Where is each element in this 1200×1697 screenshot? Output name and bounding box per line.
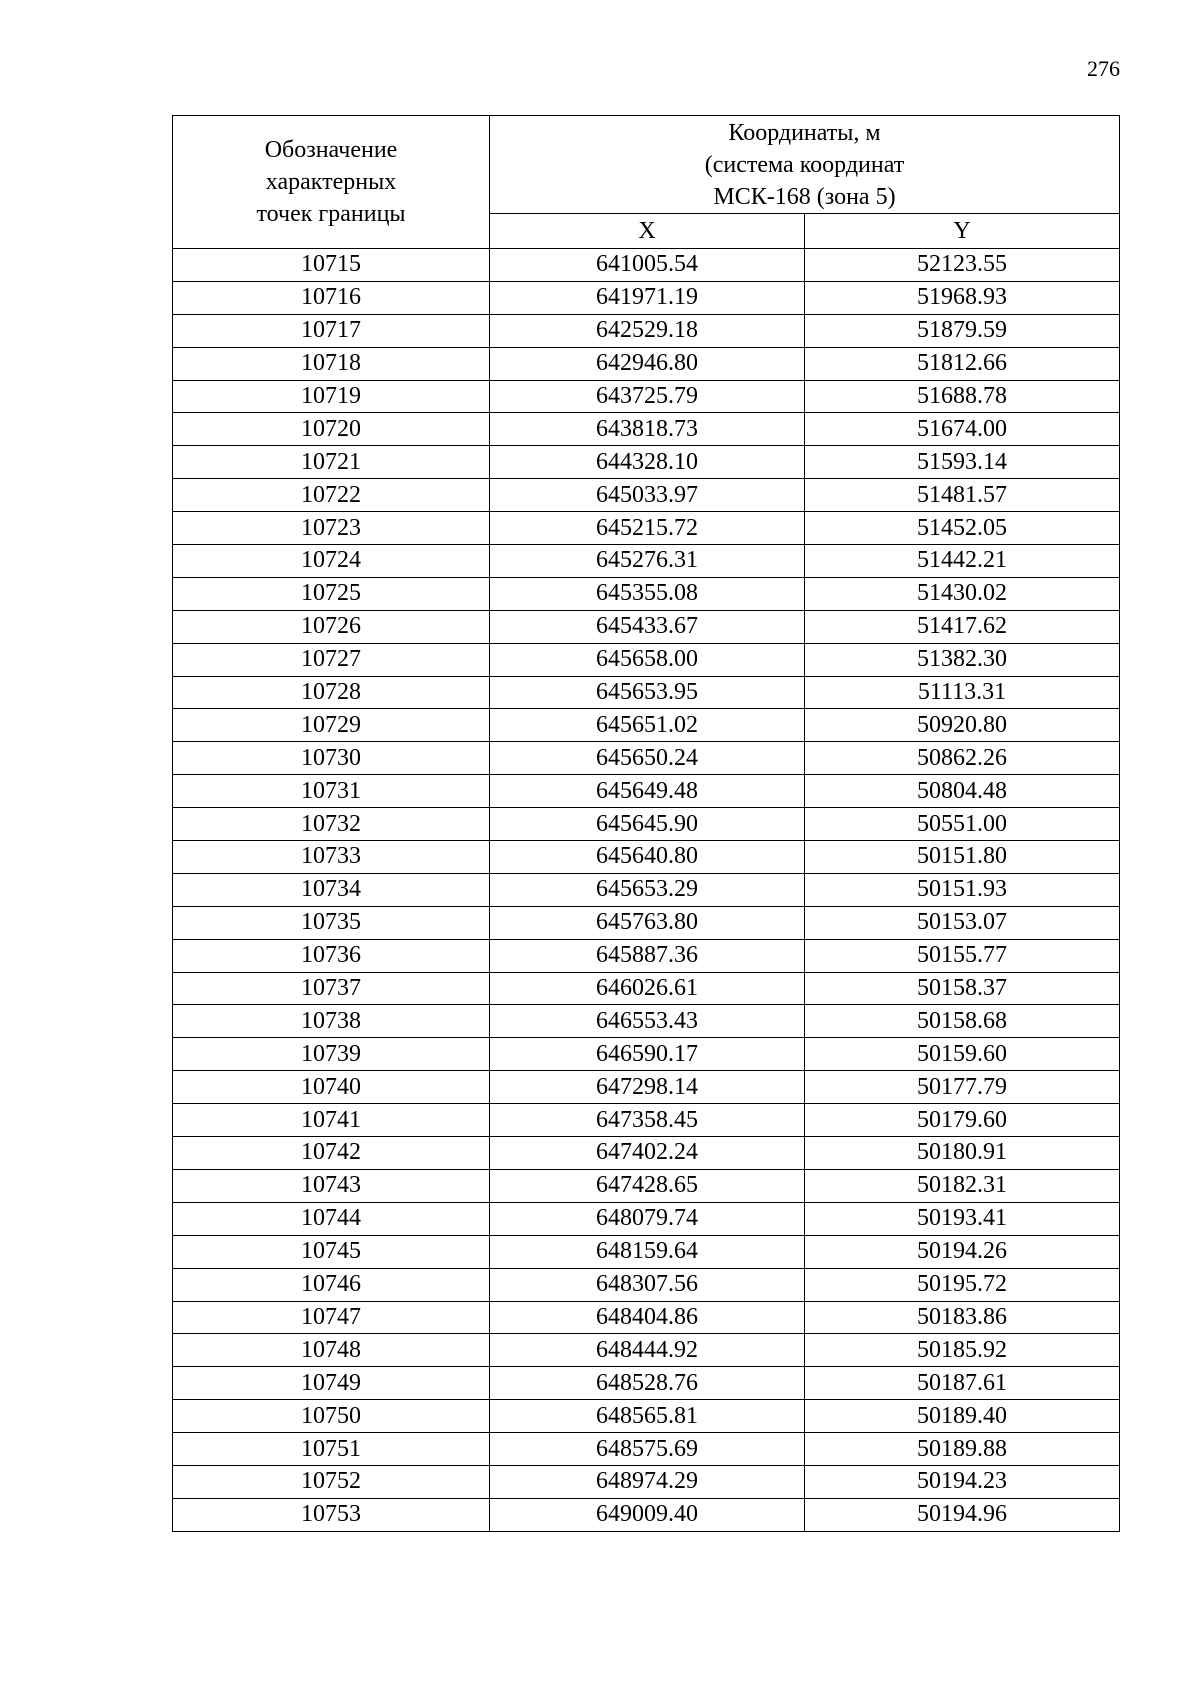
y-cell: 50920.80 — [805, 709, 1120, 742]
y-cell: 52123.55 — [805, 249, 1120, 282]
table-row — [173, 347, 1120, 380]
x-cell: 646590.17 — [490, 1038, 805, 1071]
point-cell: 10739 — [173, 1038, 490, 1071]
point-cell: 10735 — [173, 906, 490, 939]
header-coords-line: МСК-168 (зона 5) — [713, 183, 896, 210]
x-cell: 641005.54 — [490, 249, 805, 282]
x-cell: 645640.80 — [490, 841, 805, 874]
point-cell: 10749 — [173, 1367, 490, 1400]
y-cell: 50194.96 — [805, 1498, 1120, 1531]
y-cell: 50193.41 — [805, 1202, 1120, 1235]
point-cell: 10738 — [173, 1005, 490, 1038]
x-cell: 646026.61 — [490, 972, 805, 1005]
x-cell: 648565.81 — [490, 1400, 805, 1433]
y-cell: 51879.59 — [805, 314, 1120, 347]
x-cell: 643818.73 — [490, 413, 805, 446]
x-cell: 645215.72 — [490, 512, 805, 545]
point-cell: 10745 — [173, 1235, 490, 1268]
table-row — [173, 939, 1120, 972]
x-cell: 643725.79 — [490, 380, 805, 413]
y-cell: 50151.93 — [805, 873, 1120, 906]
table-row — [173, 1301, 1120, 1334]
y-cell: 50155.77 — [805, 939, 1120, 972]
point-cell: 10726 — [173, 610, 490, 643]
x-cell: 645887.36 — [490, 939, 805, 972]
y-cell: 50185.92 — [805, 1334, 1120, 1367]
x-cell: 642946.80 — [490, 347, 805, 380]
table-row — [173, 1137, 1120, 1170]
table-row — [173, 1071, 1120, 1104]
point-cell: 10748 — [173, 1334, 490, 1367]
table-row — [173, 1202, 1120, 1235]
table-row — [173, 709, 1120, 742]
point-cell: 10747 — [173, 1301, 490, 1334]
y-cell: 51430.02 — [805, 577, 1120, 610]
x-cell: 647402.24 — [490, 1137, 805, 1170]
point-cell: 10723 — [173, 512, 490, 545]
y-cell: 50804.48 — [805, 775, 1120, 808]
x-cell: 645433.67 — [490, 610, 805, 643]
table-row — [173, 1235, 1120, 1268]
table-row — [173, 676, 1120, 709]
x-cell: 642529.18 — [490, 314, 805, 347]
table-body — [173, 249, 1120, 1532]
y-cell: 51417.62 — [805, 610, 1120, 643]
point-cell: 10732 — [173, 808, 490, 841]
table-row — [173, 972, 1120, 1005]
y-cell: 51593.14 — [805, 446, 1120, 479]
table-row — [173, 281, 1120, 314]
point-cell: 10733 — [173, 841, 490, 874]
header-point-line: Обозначение — [264, 137, 398, 163]
header-point-line: точек границы — [256, 201, 406, 227]
x-cell: 645763.80 — [490, 906, 805, 939]
point-cell: 10740 — [173, 1071, 490, 1104]
table-header — [173, 116, 1120, 249]
y-cell: 51452.05 — [805, 512, 1120, 545]
y-cell: 50862.26 — [805, 742, 1120, 775]
x-cell: 645653.95 — [490, 676, 805, 709]
header-x: X — [490, 214, 805, 249]
y-cell: 50189.40 — [805, 1400, 1120, 1433]
x-cell: 647428.65 — [490, 1169, 805, 1202]
header-y: Y — [805, 214, 1120, 249]
x-cell: 644328.10 — [490, 446, 805, 479]
y-cell: 50158.68 — [805, 1005, 1120, 1038]
x-cell: 645653.29 — [490, 873, 805, 906]
point-cell: 10725 — [173, 577, 490, 610]
point-cell: 10728 — [173, 676, 490, 709]
table-row — [173, 512, 1120, 545]
table-row — [173, 775, 1120, 808]
table-row — [173, 545, 1120, 578]
x-cell: 647298.14 — [490, 1071, 805, 1104]
x-cell: 648404.86 — [490, 1301, 805, 1334]
table-row — [173, 577, 1120, 610]
table-row — [173, 808, 1120, 841]
point-cell: 10727 — [173, 643, 490, 676]
point-cell: 10715 — [173, 249, 490, 282]
table-row — [173, 1169, 1120, 1202]
y-cell: 50195.72 — [805, 1268, 1120, 1301]
table-row — [173, 249, 1120, 282]
point-cell: 10720 — [173, 413, 490, 446]
table-row — [173, 380, 1120, 413]
header-point-line: характерных — [265, 169, 397, 195]
x-cell: 648307.56 — [490, 1268, 805, 1301]
x-cell: 645645.90 — [490, 808, 805, 841]
y-cell: 50158.37 — [805, 972, 1120, 1005]
point-cell: 10730 — [173, 742, 490, 775]
table-row — [173, 314, 1120, 347]
y-cell: 50194.26 — [805, 1235, 1120, 1268]
y-cell: 50187.61 — [805, 1367, 1120, 1400]
point-cell: 10746 — [173, 1268, 490, 1301]
table-row — [173, 610, 1120, 643]
x-cell: 648575.69 — [490, 1433, 805, 1466]
table-row — [173, 1367, 1120, 1400]
page-number: 276 — [1087, 56, 1120, 81]
x-cell: 641971.19 — [490, 281, 805, 314]
table-row — [173, 1334, 1120, 1367]
y-cell: 50551.00 — [805, 808, 1120, 841]
table-row — [173, 1104, 1120, 1137]
header-coordinates — [490, 116, 1120, 214]
y-cell: 50151.80 — [805, 841, 1120, 874]
x-cell: 646553.43 — [490, 1005, 805, 1038]
point-cell: 10731 — [173, 775, 490, 808]
x-cell: 648159.64 — [490, 1235, 805, 1268]
x-cell: 648528.76 — [490, 1367, 805, 1400]
table-row — [173, 742, 1120, 775]
y-cell: 50153.07 — [805, 906, 1120, 939]
table-row — [173, 1268, 1120, 1301]
table-row — [173, 906, 1120, 939]
y-cell: 50182.31 — [805, 1169, 1120, 1202]
x-cell: 648444.92 — [490, 1334, 805, 1367]
header-coords-line: Координаты, м — [728, 119, 881, 146]
table-row — [173, 1400, 1120, 1433]
point-cell: 10753 — [173, 1498, 490, 1531]
point-cell: 10718 — [173, 347, 490, 380]
point-cell: 10741 — [173, 1104, 490, 1137]
table-row — [173, 643, 1120, 676]
x-cell: 645649.48 — [490, 775, 805, 808]
table-row — [173, 413, 1120, 446]
y-cell: 50180.91 — [805, 1137, 1120, 1170]
y-cell: 50194.23 — [805, 1465, 1120, 1498]
y-cell: 50189.88 — [805, 1433, 1120, 1466]
point-cell: 10742 — [173, 1137, 490, 1170]
y-cell: 51968.93 — [805, 281, 1120, 314]
y-cell: 50159.60 — [805, 1038, 1120, 1071]
point-cell: 10721 — [173, 446, 490, 479]
y-cell: 51674.00 — [805, 413, 1120, 446]
table-row — [173, 1465, 1120, 1498]
y-cell: 51812.66 — [805, 347, 1120, 380]
y-cell: 51113.31 — [805, 676, 1120, 709]
x-cell: 645355.08 — [490, 577, 805, 610]
x-cell: 645033.97 — [490, 479, 805, 512]
point-cell: 10719 — [173, 380, 490, 413]
point-cell: 10750 — [173, 1400, 490, 1433]
header-point-designation — [173, 116, 490, 249]
x-cell: 645276.31 — [490, 545, 805, 578]
point-cell: 10751 — [173, 1433, 490, 1466]
x-cell: 648079.74 — [490, 1202, 805, 1235]
table-row — [173, 1498, 1120, 1531]
point-cell: 10737 — [173, 972, 490, 1005]
point-cell: 10717 — [173, 314, 490, 347]
table-row — [173, 1433, 1120, 1466]
coordinates-table — [172, 115, 1120, 1532]
table-row — [173, 446, 1120, 479]
x-cell: 645650.24 — [490, 742, 805, 775]
point-cell: 10722 — [173, 479, 490, 512]
point-cell: 10724 — [173, 545, 490, 578]
x-cell: 645651.02 — [490, 709, 805, 742]
point-cell: 10752 — [173, 1465, 490, 1498]
point-cell: 10744 — [173, 1202, 490, 1235]
x-cell: 648974.29 — [490, 1465, 805, 1498]
x-cell: 645658.00 — [490, 643, 805, 676]
y-cell: 51481.57 — [805, 479, 1120, 512]
y-cell: 50179.60 — [805, 1104, 1120, 1137]
y-cell: 51442.21 — [805, 545, 1120, 578]
point-cell: 10729 — [173, 709, 490, 742]
x-cell: 647358.45 — [490, 1104, 805, 1137]
point-cell: 10743 — [173, 1169, 490, 1202]
table-row — [173, 1038, 1120, 1071]
table-row — [173, 479, 1120, 512]
table-row — [173, 1005, 1120, 1038]
table-row — [173, 873, 1120, 906]
point-cell: 10716 — [173, 281, 490, 314]
point-cell: 10734 — [173, 873, 490, 906]
y-cell: 50177.79 — [805, 1071, 1120, 1104]
y-cell: 50183.86 — [805, 1301, 1120, 1334]
header-coords-line: (система координат — [704, 151, 905, 178]
x-cell: 649009.40 — [490, 1498, 805, 1531]
y-cell: 51688.78 — [805, 380, 1120, 413]
table-row — [173, 841, 1120, 874]
y-cell: 51382.30 — [805, 643, 1120, 676]
point-cell: 10736 — [173, 939, 490, 972]
